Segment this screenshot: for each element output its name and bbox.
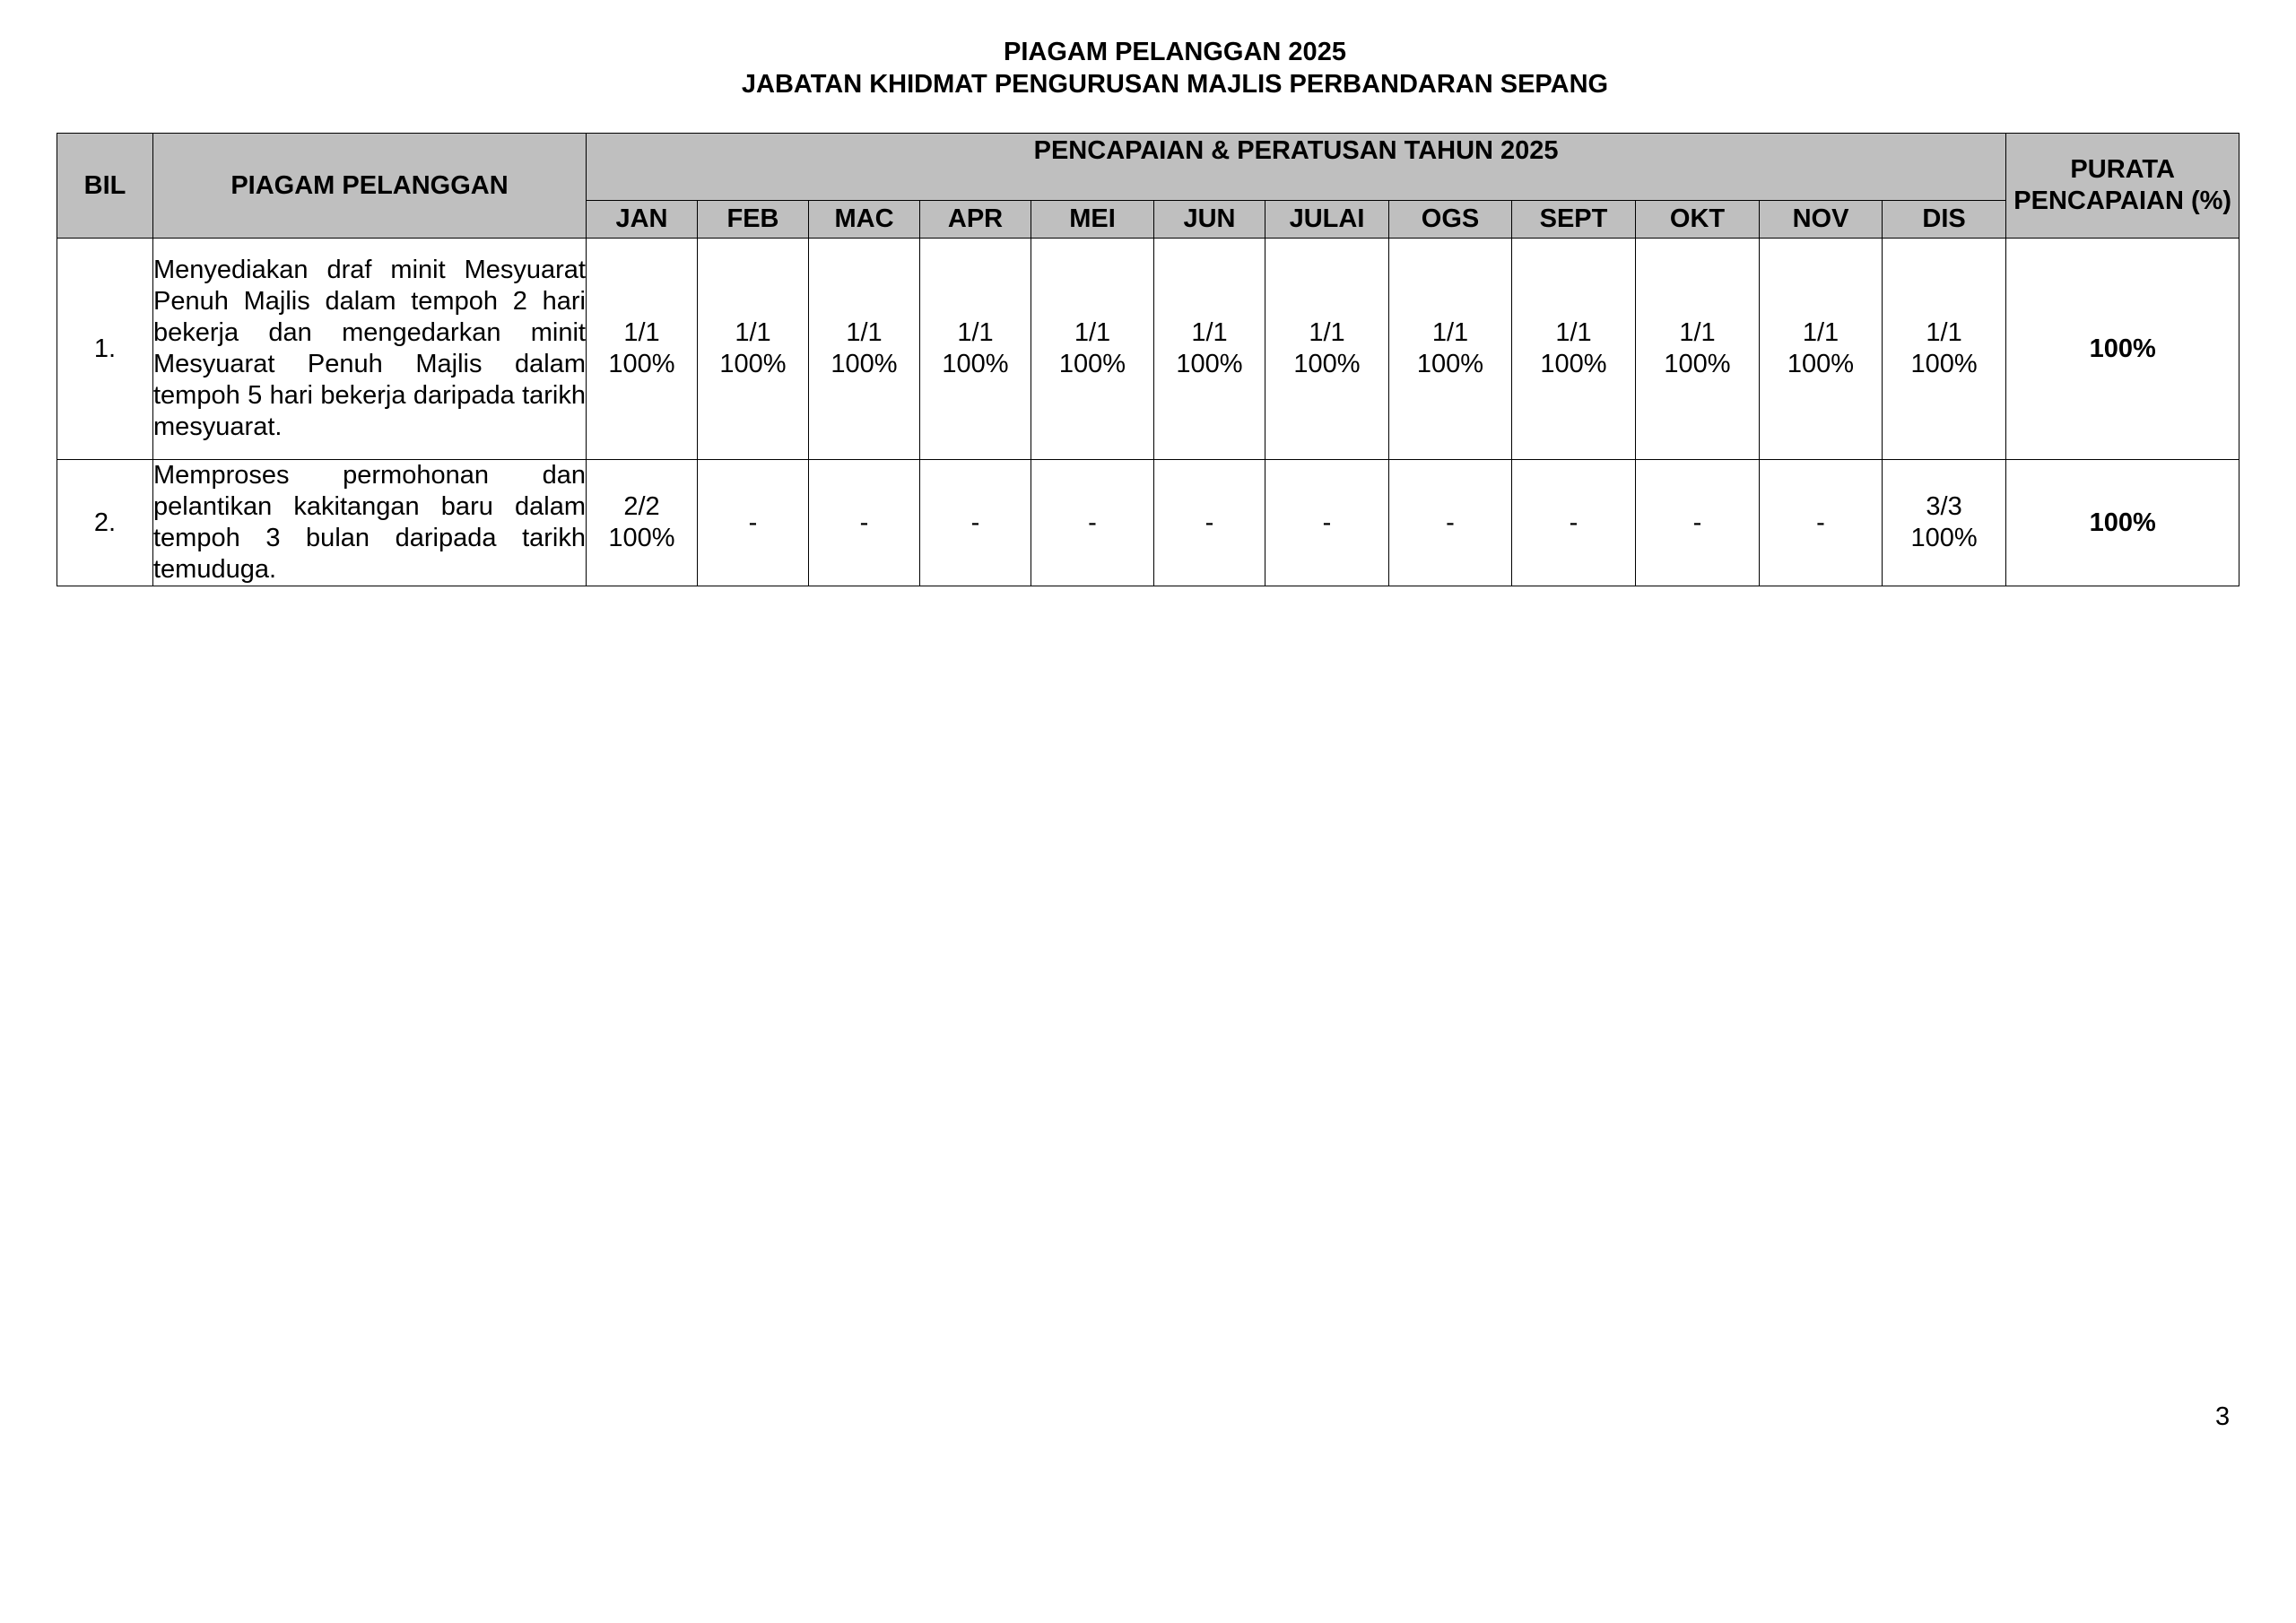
month-cell-jun: 1/1 100% bbox=[1154, 239, 1265, 460]
month-cell-sept: 1/1 100% bbox=[1512, 239, 1636, 460]
month-cell-julai: - bbox=[1265, 460, 1389, 586]
month-cell-mac: 1/1 100% bbox=[809, 239, 920, 460]
row-number: 1. bbox=[57, 239, 153, 460]
month-cell-dis: 1/1 100% bbox=[1883, 239, 2006, 460]
charter-description: Menyediakan draf minit Mesyuarat Penuh Majlis dalam tempoh 2 hari bekerja dan mengedarkan minit Mesyuarat Penuh Majlis dalam tempoh 5 hari bekerja daripada tarikh mesyuarat. bbox=[153, 239, 587, 460]
month-cell-okt: - bbox=[1636, 460, 1760, 586]
header-bil: BIL bbox=[57, 134, 153, 239]
month-cell-nov: - bbox=[1760, 460, 1883, 586]
header-month-sept: SEPT bbox=[1512, 201, 1636, 239]
month-cell-jun: - bbox=[1154, 460, 1265, 586]
header-month-mei: MEI bbox=[1031, 201, 1154, 239]
header-month-mac: MAC bbox=[809, 201, 920, 239]
header-row-top bbox=[57, 134, 2239, 201]
month-cell-feb: - bbox=[698, 460, 809, 586]
month-cell-apr: - bbox=[920, 460, 1031, 586]
header-charter: PIAGAM PELANGGAN bbox=[153, 134, 587, 239]
header-month-nov: NOV bbox=[1760, 201, 1883, 239]
month-cell-mei: - bbox=[1031, 460, 1154, 586]
title-line-2: JABATAN KHIDMAT PENGURUSAN MAJLIS PERBANDARAN SEPANG bbox=[741, 70, 1609, 99]
title-line-1: PIAGAM PELANGGAN 2025 bbox=[1004, 38, 1346, 66]
month-cell-mei: 1/1 100% bbox=[1031, 239, 1154, 460]
customer-charter-table bbox=[57, 133, 2239, 586]
table-row bbox=[57, 239, 2239, 460]
header-average: PURATA PENCAPAIAN (%) bbox=[2006, 134, 2239, 239]
month-cell-apr: 1/1 100% bbox=[920, 239, 1031, 460]
header-month-dis: DIS bbox=[1883, 201, 2006, 239]
month-cell-jan: 1/1 100% bbox=[587, 239, 698, 460]
average-achievement: 100% bbox=[2006, 460, 2239, 586]
table-row bbox=[57, 460, 2239, 586]
header-month-okt: OKT bbox=[1636, 201, 1760, 239]
row-number: 2. bbox=[57, 460, 153, 586]
document-title bbox=[0, 36, 2296, 100]
header-month-apr: APR bbox=[920, 201, 1031, 239]
header-month-feb: FEB bbox=[698, 201, 809, 239]
month-cell-dis: 3/3 100% bbox=[1883, 460, 2006, 586]
page-number: 3 bbox=[2215, 1402, 2231, 1431]
month-cell-julai: 1/1 100% bbox=[1265, 239, 1389, 460]
month-cell-feb: 1/1 100% bbox=[698, 239, 809, 460]
header-month-jan: JAN bbox=[587, 201, 698, 239]
month-cell-nov: 1/1 100% bbox=[1760, 239, 1883, 460]
header-achievement-group: PENCAPAIAN & PERATUSAN TAHUN 2025 bbox=[587, 134, 2006, 201]
charter-description: Memproses permohonan dan pelantikan kakitangan baru dalam tempoh 3 bulan daripada tarikh temuduga. bbox=[153, 460, 587, 586]
month-cell-jan: 2/2 100% bbox=[587, 460, 698, 586]
month-cell-mac: - bbox=[809, 460, 920, 586]
month-cell-ogs: 1/1 100% bbox=[1389, 239, 1512, 460]
header-month-jun: JUN bbox=[1154, 201, 1265, 239]
month-cell-okt: 1/1 100% bbox=[1636, 239, 1760, 460]
header-month-julai: JULAI bbox=[1265, 201, 1389, 239]
header-month-ogs: OGS bbox=[1389, 201, 1512, 239]
month-cell-sept: - bbox=[1512, 460, 1636, 586]
average-achievement: 100% bbox=[2006, 239, 2239, 460]
month-cell-ogs: - bbox=[1389, 460, 1512, 586]
